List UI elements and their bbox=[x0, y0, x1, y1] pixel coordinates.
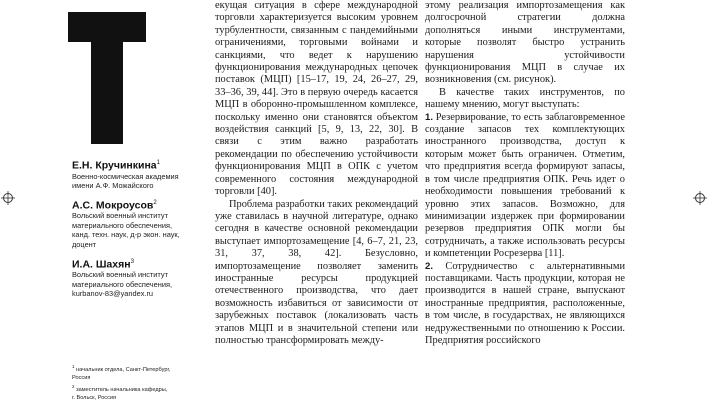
author-footnote-mark: 1 bbox=[156, 160, 160, 166]
author-affiliation-line: Военно-космическая академия bbox=[72, 171, 179, 181]
author-affiliation-line: канд. техн. наук, д-р экон. наук, bbox=[72, 230, 180, 240]
author-affiliation-line: имени А.Ф. Можайского bbox=[72, 181, 154, 191]
list-item: 1. Резервирование, то есть заблаговременное создание запасов тех комплектующих иностранного производства, доступ к которым может быть ограничен. Отметим, что предприятия всегда формируют запасы, в том числе предприятия ОПК. Речь идет о необходимости повышения требований к уровню этих запасов. Возможно, для минимизации издержек при формировании резервов предприятия ОПК могли бы сотрудничать, а также использовать ресурсы и компетенции Росрезерва [11]. bbox=[425, 111, 625, 260]
body-column-1 bbox=[215, 0, 418, 347]
list-number: 2. bbox=[425, 260, 434, 272]
paragraph: этому реализация импортозамещения как долгосрочной стратегии должна дополняться иными инструментами, которые позволят быстро устранить нарушения устойчивости функционирования МЦП в случае их возникновения (см. рисунок). bbox=[425, 0, 625, 86]
author-affiliation-line: Вольский военный институт bbox=[72, 211, 168, 221]
registration-mark-left-icon bbox=[1, 191, 15, 205]
author-entry bbox=[72, 157, 202, 191]
drop-cap-letter bbox=[68, 12, 146, 144]
author-footnote-mark: 3 bbox=[130, 258, 134, 265]
footnote-continuation: г. Вольск, Россия bbox=[72, 395, 117, 402]
footnote: $^2$ заместитель начальника кафедры, bbox=[72, 384, 168, 394]
author-email[interactable]: kurbanov-83@yandex.ru bbox=[72, 289, 154, 299]
author-block bbox=[72, 157, 202, 305]
author-affiliation-line: материального обеспечения, bbox=[72, 220, 173, 230]
author-entry bbox=[72, 197, 202, 250]
author-name: И.А. Шахян bbox=[72, 258, 131, 271]
author-affiliation-line: материального обеспечения, bbox=[72, 279, 173, 289]
footnote-continuation: Россия bbox=[72, 375, 91, 382]
paragraph: Проблема разработки таких рекомендаций уже ставилась в научной литературе, однако сегодня в качестве основной рекомендации выступает импортозамещение [4, 6–7, 21, 23, 31, 37, 38, 42]. Безусловно, импортозамещение позволяет заменить иностранные ресурсы продукцией отечественного производства, что дает возможность избавиться от зависимости от зарубежных поставок (локализовать часть этапов МЦП и в значительной степени или полностью трансформировать между- bbox=[215, 198, 418, 346]
paragraph: В качестве таких инструментов, по нашему мнению, могут выступать: bbox=[425, 86, 625, 111]
author-footnote-mark: 2 bbox=[153, 199, 157, 206]
author-name: Е.Н. Кручинкина bbox=[72, 159, 157, 172]
list-number: 1. bbox=[425, 111, 434, 123]
registration-mark-right-icon bbox=[693, 191, 707, 205]
author-entry bbox=[72, 256, 202, 299]
footnote: $^1$ начальник отдела, Санкт-Петербург, bbox=[72, 364, 171, 373]
paragraph: екущая ситуация в сфере международной торговли характеризуется высоким уровнем турбулентности, связанным с пандемийными ограничениями, торговыми войнами и санкциями, что ведет к нарушению функционирования международных цепочек поставок (МЦП) [15–17, 19, 24, 26–27, 29, 33–36, 39, 44]. Это в первую очередь касается МЦП в оборонно-промышленном комплексе, поскольку именно они становятся объектом воздействия санкций [5, 9, 13, 22, 30]. В связи с этим важно разработать рекомендации по обеспечению устойчивости функционирования МЦП в ОПК с учетом современного состояния международной торговли [40]. bbox=[215, 0, 418, 198]
list-item: 2. Сотрудничество с альтернативными поставщиками. Часть продукции, которая не производится в нашей стране, выпускают иностранные предприятия, расположенные, в том числе, в государствах, не являющихся недружественными по отношению к России. Предприятия российского bbox=[425, 260, 625, 346]
body-column-2 bbox=[425, 0, 625, 347]
author-affiliation-line: Вольский военный институт bbox=[72, 270, 168, 280]
author-affiliation-line: доцент bbox=[72, 239, 97, 249]
footnotes bbox=[72, 363, 212, 404]
author-name: А.С. Мокроусов bbox=[72, 199, 154, 212]
